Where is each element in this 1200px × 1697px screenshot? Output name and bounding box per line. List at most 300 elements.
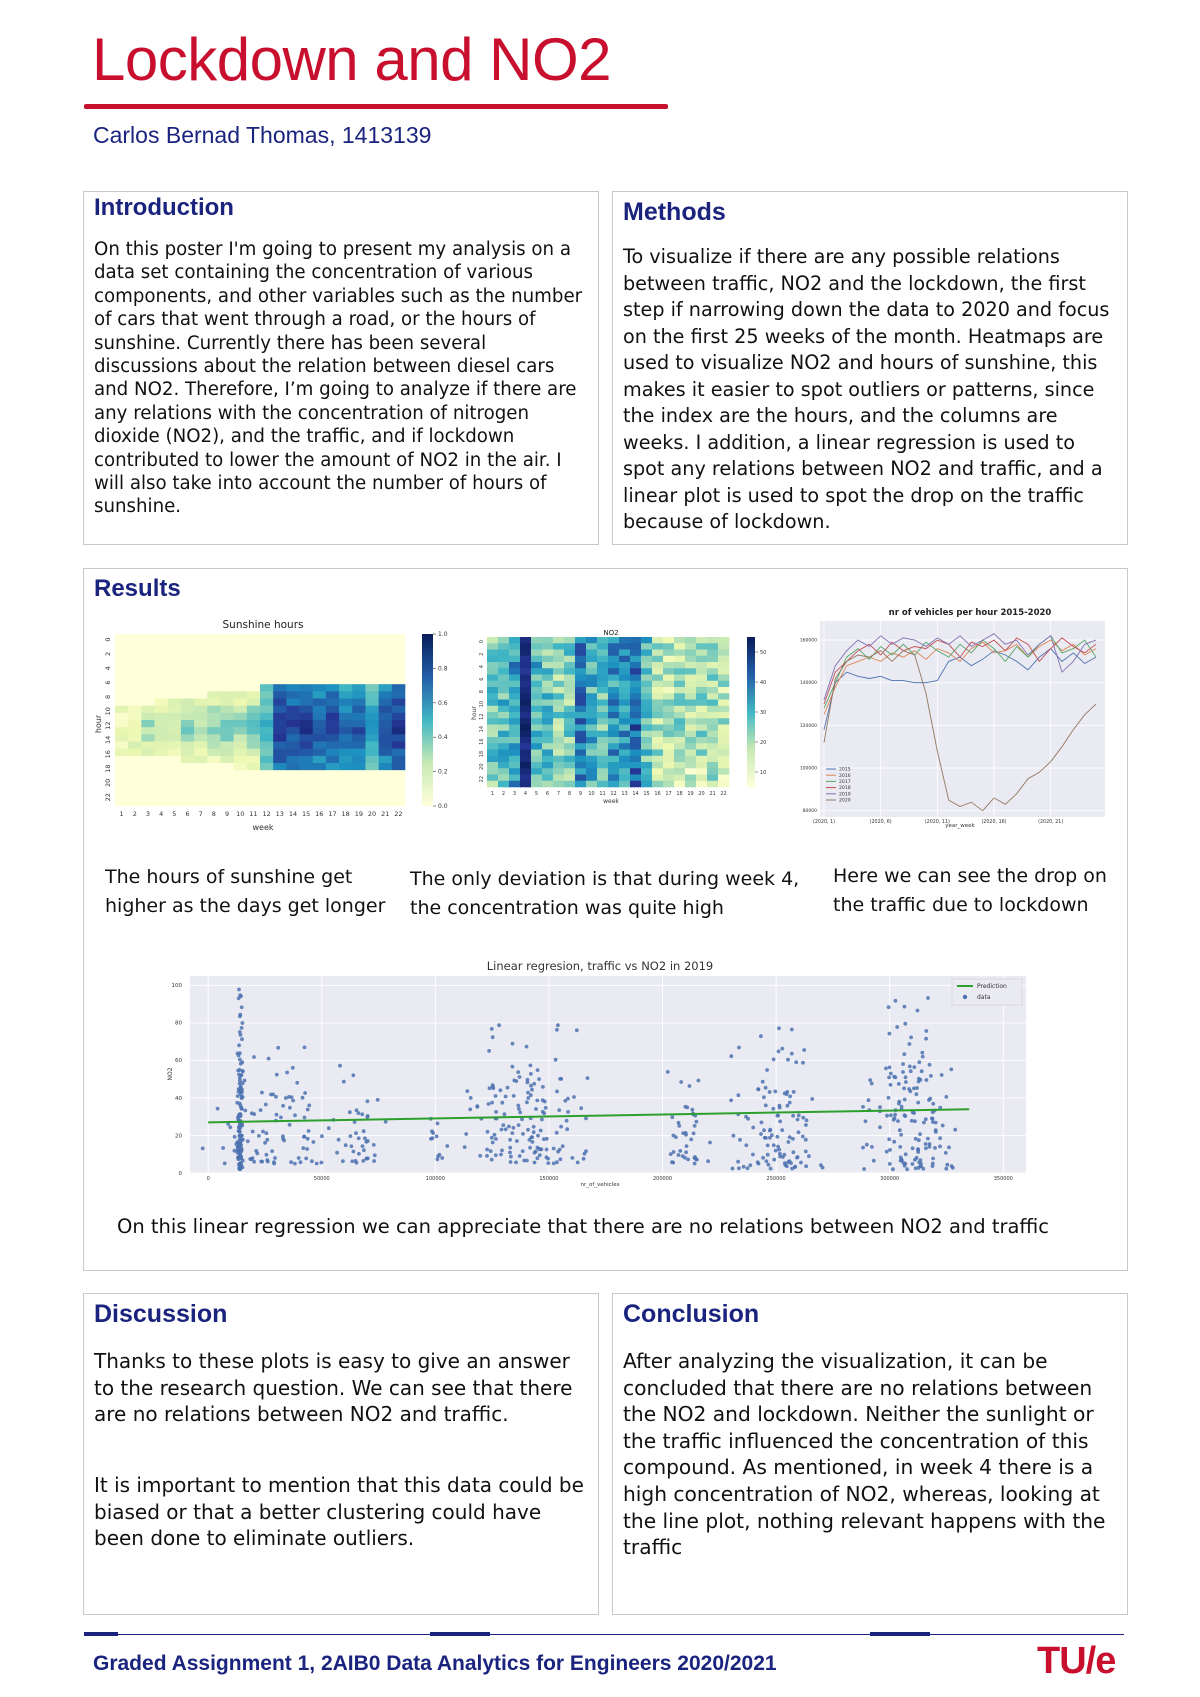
heatmap-cell xyxy=(520,743,531,750)
heatmap-cell xyxy=(128,720,141,727)
heatmap-cell xyxy=(115,770,128,777)
heatmap-cell xyxy=(247,792,260,799)
heatmap-cell xyxy=(685,693,696,700)
heatmap-cell xyxy=(608,781,619,788)
data-point xyxy=(373,1153,377,1157)
heatmap-cell xyxy=(553,756,564,763)
data-point xyxy=(774,1149,778,1153)
heatmap-cell xyxy=(379,648,392,655)
data-point xyxy=(536,1156,540,1160)
heatmap-cell xyxy=(564,737,575,744)
heatmap-cell xyxy=(663,681,674,688)
data-point xyxy=(237,1130,241,1134)
heatmap-cell xyxy=(220,763,233,770)
heatmap-cell xyxy=(379,684,392,691)
heatmap-cell xyxy=(141,763,154,770)
heatmap-cell xyxy=(379,770,392,777)
data-point xyxy=(546,1161,550,1165)
heatmap-cell xyxy=(553,693,564,700)
data-point xyxy=(686,1158,690,1162)
heatmap-cell xyxy=(392,656,405,663)
heatmap-cell xyxy=(300,799,313,806)
data-point xyxy=(499,1088,503,1092)
heatmap-cell xyxy=(520,712,531,719)
heatmap-cell xyxy=(509,681,520,688)
x-tick-label: 3 xyxy=(145,810,151,818)
caption-sunshine: The hours of sunshine get higher as the days get longer xyxy=(105,866,386,917)
colorbar-tick-label: 20 xyxy=(760,739,767,746)
heatmap-cell xyxy=(630,725,641,732)
y-tick-label: 100 xyxy=(171,983,182,990)
data-point xyxy=(537,1077,541,1081)
data-point xyxy=(542,1111,546,1115)
heatmap-cell xyxy=(586,775,597,782)
heatmap-cell xyxy=(326,648,339,655)
colorbar-tick-label: 0.6 xyxy=(438,699,448,707)
heatmap-cell xyxy=(181,691,194,698)
heatmap-cell xyxy=(220,663,233,670)
data-point xyxy=(238,1134,242,1138)
heatmap-cell xyxy=(115,799,128,806)
heatmap-cell xyxy=(542,675,553,682)
data-point xyxy=(526,1078,530,1082)
data-point xyxy=(904,1152,908,1156)
results-heading: Results xyxy=(94,575,181,602)
data-point xyxy=(494,1110,498,1114)
heatmap-cell xyxy=(273,691,286,698)
heatmap-cell xyxy=(542,743,553,750)
heatmap-cell xyxy=(663,743,674,750)
data-point xyxy=(494,1094,498,1098)
heatmap-cell xyxy=(141,749,154,756)
data-point xyxy=(864,1119,868,1123)
heatmap-cell xyxy=(509,768,520,775)
heatmap-cell xyxy=(652,737,663,744)
heatmap-cell xyxy=(128,699,141,706)
heatmap-cell xyxy=(128,785,141,792)
colorbar-tick-label: 50 xyxy=(760,649,767,656)
heatmap-cell xyxy=(685,762,696,769)
heatmap-cell xyxy=(597,700,608,707)
data-point xyxy=(281,1137,285,1141)
heatmap-cell xyxy=(352,634,365,641)
heatmap-cell xyxy=(608,643,619,650)
heatmap-cell xyxy=(128,727,141,734)
data-point xyxy=(878,1105,882,1109)
data-point xyxy=(352,1150,356,1154)
data-point xyxy=(532,1082,536,1086)
heatmap-cell xyxy=(663,737,674,744)
data-point xyxy=(552,1147,556,1151)
data-point xyxy=(922,1121,926,1125)
heatmap-cell xyxy=(674,675,685,682)
heatmap-cell xyxy=(286,785,299,792)
heatmap-cell xyxy=(564,650,575,657)
x-tick-label: 0 xyxy=(206,1176,210,1182)
data-point xyxy=(737,1046,741,1050)
data-point xyxy=(892,1140,896,1144)
heatmap-cell xyxy=(273,785,286,792)
heatmap-cell xyxy=(141,785,154,792)
heatmap-cell xyxy=(128,634,141,641)
data-point xyxy=(238,1051,242,1055)
heatmap-cell xyxy=(608,775,619,782)
data-point xyxy=(532,1125,536,1129)
heatmap-cell xyxy=(707,637,718,644)
colorbar-tick-label: 10 xyxy=(760,769,767,776)
heatmap-cell xyxy=(207,684,220,691)
data-point xyxy=(327,1126,331,1130)
heatmap-cell xyxy=(509,731,520,738)
heatmap-cell xyxy=(696,656,707,663)
heatmap-cell xyxy=(365,763,378,770)
data-point xyxy=(786,1104,790,1108)
data-point xyxy=(918,1132,922,1136)
data-point xyxy=(744,1115,748,1119)
heatmap-cell xyxy=(509,693,520,700)
heatmap-cell xyxy=(586,750,597,757)
heatmap-cell xyxy=(630,668,641,675)
heatmap-cell xyxy=(365,720,378,727)
heatmap-cell xyxy=(194,756,207,763)
heatmap-cell xyxy=(718,656,729,663)
heatmap-cell xyxy=(339,727,352,734)
data-point xyxy=(436,1154,440,1158)
data-point xyxy=(265,1138,269,1142)
data-point xyxy=(909,1036,913,1040)
heatmap-cell xyxy=(234,699,247,706)
heatmap-cell xyxy=(286,684,299,691)
heatmap-cell xyxy=(586,693,597,700)
data-point xyxy=(693,1162,697,1166)
data-point xyxy=(584,1117,588,1121)
heatmap-cell xyxy=(128,777,141,784)
data-point xyxy=(878,1125,882,1129)
heatmap-cell xyxy=(273,720,286,727)
heatmap-cell xyxy=(220,756,233,763)
data-point xyxy=(490,1136,494,1140)
data-point xyxy=(238,1138,242,1142)
data-point xyxy=(861,1105,865,1109)
heatmap-cell xyxy=(619,706,630,713)
data-point xyxy=(777,1026,781,1030)
heatmap-cell xyxy=(194,727,207,734)
heatmap-cell xyxy=(641,700,652,707)
heatmap-cell xyxy=(168,713,181,720)
data-point xyxy=(902,1052,906,1056)
data-point xyxy=(307,1104,311,1108)
data-point xyxy=(435,1135,439,1139)
x-tick-label: 10 xyxy=(588,791,595,797)
data-point xyxy=(916,1147,920,1151)
data-point xyxy=(306,1108,310,1112)
heatmap-cell xyxy=(575,643,586,650)
data-point xyxy=(240,1026,244,1030)
data-point xyxy=(372,1143,376,1147)
heatmap-cell xyxy=(674,743,685,750)
heatmap-cell xyxy=(564,662,575,669)
heatmap-cell xyxy=(141,777,154,784)
heatmap-cell xyxy=(365,799,378,806)
data-point xyxy=(349,1134,353,1138)
data-point xyxy=(507,1125,511,1129)
heatmap-cell xyxy=(207,641,220,648)
heatmap-cell xyxy=(220,727,233,734)
data-point xyxy=(518,1075,522,1079)
heatmap-cell xyxy=(630,775,641,782)
heatmap-cell xyxy=(685,681,696,688)
data-point xyxy=(931,1157,935,1161)
heatmap-cell xyxy=(663,781,674,788)
heatmap-cell xyxy=(586,662,597,669)
heatmap-cell xyxy=(128,756,141,763)
heatmap-cell xyxy=(313,641,326,648)
heatmap-cell xyxy=(141,799,154,806)
heatmap-cell xyxy=(141,792,154,799)
heatmap-cell xyxy=(273,713,286,720)
heatmap-cell xyxy=(619,725,630,732)
data-point xyxy=(490,1101,494,1105)
data-point xyxy=(238,1030,242,1034)
data-point xyxy=(312,1140,316,1144)
heatmap-cell xyxy=(487,712,498,719)
heatmap-cell xyxy=(685,656,696,663)
heatmap-cell xyxy=(520,781,531,788)
heatmap-cell xyxy=(586,675,597,682)
heatmap-cell xyxy=(696,675,707,682)
data-point xyxy=(938,1145,942,1149)
sunshine-heatmap-chart xyxy=(93,616,451,833)
heatmap-cell xyxy=(509,750,520,757)
data-point xyxy=(315,1162,319,1166)
heatmap-cell xyxy=(247,749,260,756)
heatmap-cell xyxy=(392,777,405,784)
heatmap-cell xyxy=(520,637,531,644)
heatmap-cell xyxy=(273,756,286,763)
heatmap-cell xyxy=(273,749,286,756)
heatmap-cell xyxy=(564,681,575,688)
data-point xyxy=(804,1150,808,1154)
heatmap-cell xyxy=(365,792,378,799)
x-tick-label: 1 xyxy=(119,810,124,818)
heatmap-cell xyxy=(597,725,608,732)
heatmap-cell xyxy=(220,799,233,806)
heatmap-cell xyxy=(379,720,392,727)
data-point xyxy=(898,1128,902,1132)
data-point xyxy=(778,1106,782,1110)
heatmap-cell xyxy=(663,662,674,669)
data-point xyxy=(788,1101,792,1105)
heatmap-cell xyxy=(339,734,352,741)
heatmap-cell xyxy=(509,706,520,713)
heatmap-cell xyxy=(619,775,630,782)
data-point xyxy=(511,1042,515,1046)
data-point xyxy=(911,1146,915,1150)
heatmap-cell xyxy=(696,712,707,719)
data-point xyxy=(888,1032,892,1036)
heatmap-cell xyxy=(207,648,220,655)
x-tick-label: 13 xyxy=(275,810,284,818)
data-point xyxy=(898,1145,902,1149)
heatmap-cell xyxy=(234,749,247,756)
heatmap-cell xyxy=(531,668,542,675)
data-point xyxy=(272,1160,276,1164)
heatmap-cell xyxy=(685,743,696,750)
heatmap-cell xyxy=(115,656,128,663)
heatmap-cell xyxy=(365,727,378,734)
heatmap-cell xyxy=(652,712,663,719)
heatmap-cell xyxy=(498,743,509,750)
heatmap-cell xyxy=(260,763,273,770)
data-point xyxy=(241,1021,245,1025)
heatmap-cell xyxy=(553,768,564,775)
heatmap-cell xyxy=(630,706,641,713)
heatmap-cell xyxy=(286,706,299,713)
heatmap-cell xyxy=(685,706,696,713)
heatmap-cell xyxy=(619,718,630,725)
heatmap-cell xyxy=(707,712,718,719)
heatmap-cell xyxy=(685,643,696,650)
heatmap-cell xyxy=(352,663,365,670)
data-point xyxy=(556,1023,560,1027)
heatmap-cell xyxy=(234,684,247,691)
y-tick-label: 10 xyxy=(479,700,485,708)
data-point xyxy=(351,1073,355,1077)
heatmap-cell xyxy=(619,768,630,775)
data-point xyxy=(506,1086,510,1090)
heatmap-cell xyxy=(685,781,696,788)
heatmap-cell xyxy=(181,727,194,734)
x-tick-label: 15 xyxy=(643,791,650,797)
heatmap-cell xyxy=(392,763,405,770)
heatmap-cell xyxy=(141,634,154,641)
heatmap-cell xyxy=(207,656,220,663)
heatmap-cell xyxy=(685,662,696,669)
data-point xyxy=(501,1123,505,1127)
heatmap-cell xyxy=(652,706,663,713)
data-point xyxy=(275,1113,279,1117)
heatmap-cell xyxy=(597,662,608,669)
heatmap-cell xyxy=(597,718,608,725)
heatmap-cell xyxy=(181,634,194,641)
data-point xyxy=(810,1097,814,1101)
heatmap-cell xyxy=(181,663,194,670)
data-point xyxy=(362,1148,366,1152)
data-point xyxy=(464,1132,468,1136)
heatmap-cell xyxy=(487,706,498,713)
heatmap-cell xyxy=(718,650,729,657)
heatmap-cell xyxy=(247,770,260,777)
data-point xyxy=(777,1050,781,1054)
heatmap-cell xyxy=(115,720,128,727)
y-tick-label: 0 xyxy=(104,637,112,642)
data-point xyxy=(666,1070,670,1074)
data-point xyxy=(953,1128,957,1132)
regression-legend xyxy=(952,979,1022,1005)
heatmap-cell xyxy=(141,727,154,734)
data-point xyxy=(510,1131,514,1135)
heatmap-cell xyxy=(597,762,608,769)
data-point xyxy=(337,1138,341,1142)
heatmap-cell xyxy=(141,734,154,741)
heatmap-cell xyxy=(487,737,498,744)
heatmap-cell xyxy=(379,792,392,799)
heatmap-cell xyxy=(630,693,641,700)
heatmap-cell xyxy=(619,762,630,769)
heatmap-cell xyxy=(630,756,641,763)
author-line: Carlos Bernad Thomas, 1413139 xyxy=(93,122,432,148)
data-point xyxy=(572,1095,576,1099)
heatmap-cell xyxy=(509,718,520,725)
data-point xyxy=(912,1087,916,1091)
data-point xyxy=(517,1123,521,1127)
heatmap-cell xyxy=(273,706,286,713)
heatmap-cell xyxy=(520,725,531,732)
heatmap-cell xyxy=(260,706,273,713)
y-tick-label: 140000 xyxy=(799,681,817,687)
data-point xyxy=(761,1080,765,1084)
data-point xyxy=(485,1148,489,1152)
heatmap-cell xyxy=(300,749,313,756)
data-point xyxy=(514,1079,518,1083)
data-point xyxy=(921,1055,925,1059)
heatmap-cell xyxy=(352,799,365,806)
heatmap-cell xyxy=(220,684,233,691)
data-point xyxy=(500,1128,504,1132)
heatmap-cell xyxy=(326,713,339,720)
heatmap-cell xyxy=(608,662,619,669)
heatmap-cell xyxy=(128,670,141,677)
data-point xyxy=(586,1076,590,1080)
y-tick-label: 100000 xyxy=(799,766,817,772)
y-tick-label: 20 xyxy=(479,763,485,770)
x-tick-label: 6 xyxy=(545,791,550,797)
data-point xyxy=(571,1156,575,1160)
heatmap-cell xyxy=(115,648,128,655)
heatmap-cell xyxy=(168,763,181,770)
heatmap-cell xyxy=(300,713,313,720)
heatmap-cell xyxy=(339,713,352,720)
data-point xyxy=(910,1119,914,1123)
heatmap-cell xyxy=(663,712,674,719)
heatmap-cell xyxy=(286,799,299,806)
data-point xyxy=(503,1112,507,1116)
heatmap-cell xyxy=(531,762,542,769)
heatmap-cell xyxy=(379,663,392,670)
heatmap-cell xyxy=(663,650,674,657)
heatmap-cell xyxy=(542,650,553,657)
heatmap-cell xyxy=(575,743,586,750)
heatmap-cell xyxy=(707,656,718,663)
heatmap-cell xyxy=(652,718,663,725)
data-point xyxy=(521,1149,525,1153)
heatmap-cell xyxy=(487,725,498,732)
heatmap-cell xyxy=(597,656,608,663)
data-point xyxy=(801,1116,805,1120)
heatmap-cell xyxy=(707,756,718,763)
heatmap-cell xyxy=(520,718,531,725)
heatmap-cell xyxy=(498,643,509,650)
heatmap-cell xyxy=(696,700,707,707)
data-point xyxy=(364,1140,368,1144)
data-point xyxy=(260,1091,264,1095)
data-point xyxy=(920,1051,924,1055)
x-tick-label: 350000 xyxy=(993,1176,1013,1182)
x-tick-label: 17 xyxy=(328,810,337,818)
heatmap-cell xyxy=(641,781,652,788)
conclusion-text: After analyzing the visualization, it can be concluded that there are no relations between the NO2 and lockdown. Neither the sunlight or the traffic influenced the concentration of this compound. As mentioned, in week 4 there is a high concentration of NO2, whereas, looking at the line plot, nothing relevant happens with the traffic xyxy=(623,1349,1106,1560)
heatmap-cell xyxy=(247,641,260,648)
